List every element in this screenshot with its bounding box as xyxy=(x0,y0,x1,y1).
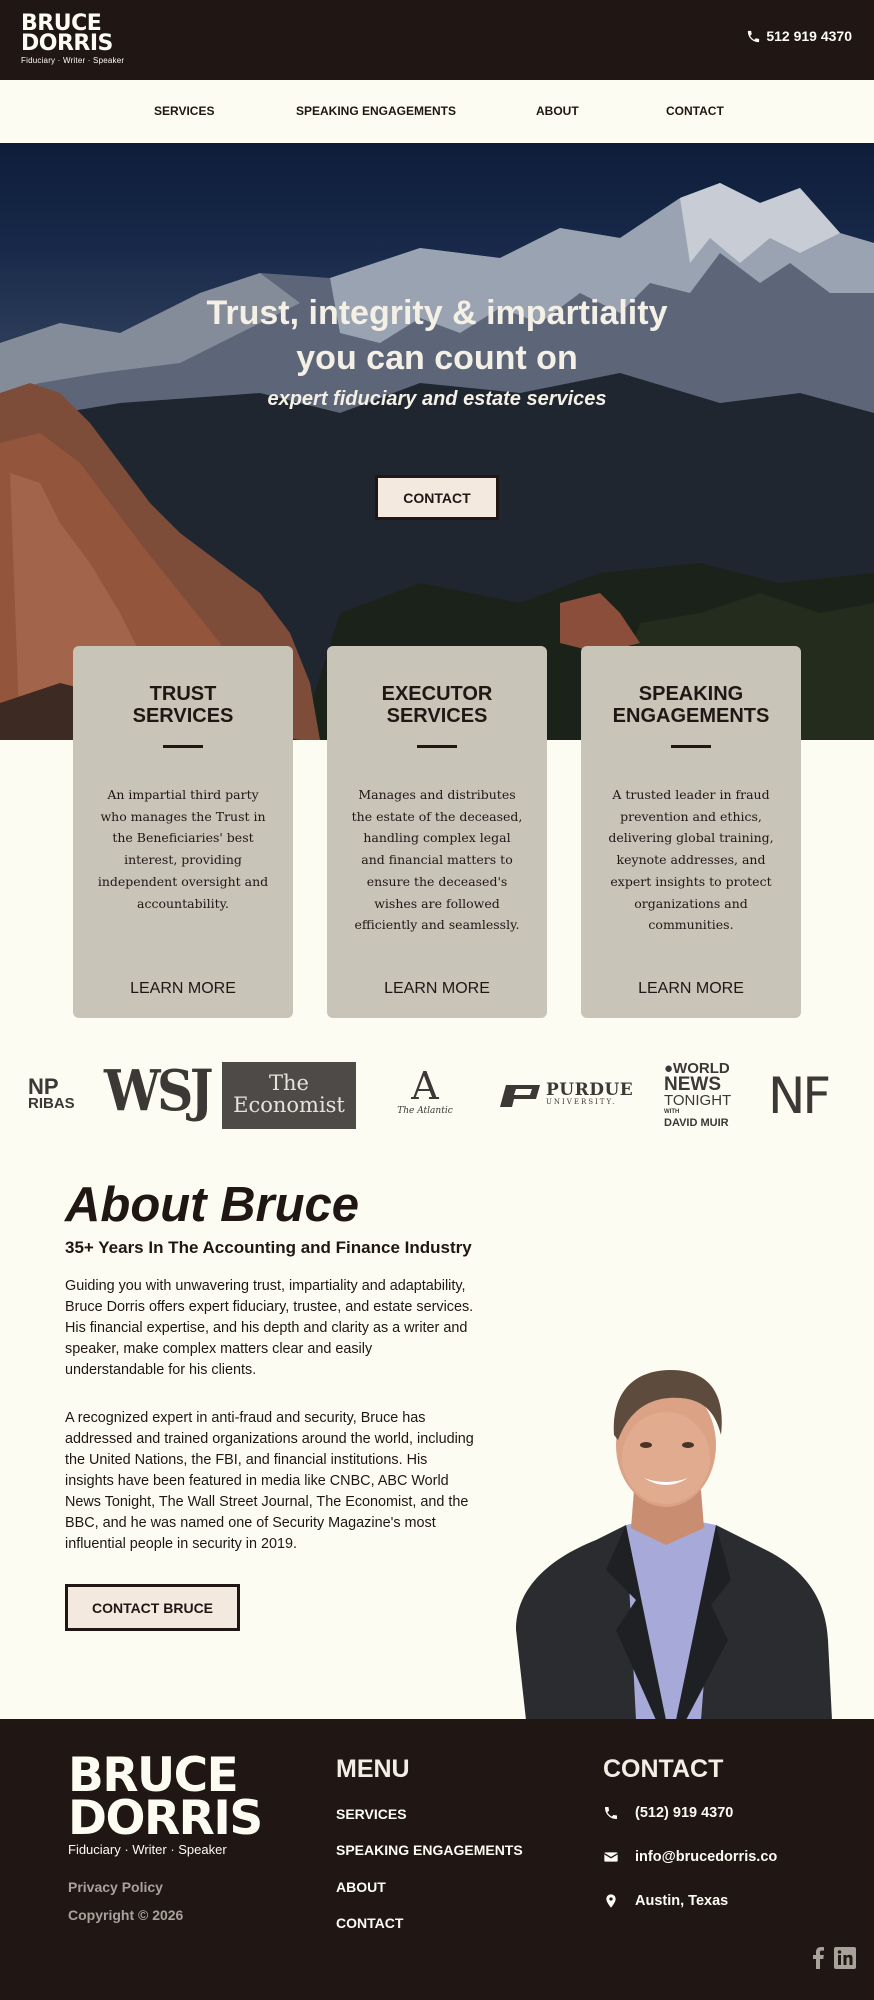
abc-line-4: WITH xyxy=(664,1109,680,1115)
logo-line-2: DORRIS xyxy=(21,31,113,56)
nav-item-speaking-engagements[interactable]: SPEAKING ENGAGEMENTS xyxy=(296,104,457,118)
learn-more-link[interactable]: LEARN MORE xyxy=(384,980,490,997)
about-paragraph-1: Guiding you with unwavering trust, impartiality and adaptability, Bruce Dorris offers expert fiduciary, trustee, and estate services. His financial expertise, and his depth and clarity as a writer and speaker, make complex matters clear and easily understandable for his clients. xyxy=(65,1278,474,1378)
logo-tagline: Fiduciary · Writer · Speaker xyxy=(21,56,125,65)
logo-line-1: BRUCE xyxy=(21,11,102,36)
main-nav xyxy=(0,80,874,143)
site-logo[interactable] xyxy=(21,11,125,65)
hero-title-line-2: you can count on xyxy=(296,339,578,377)
header-phone-link[interactable] xyxy=(746,28,852,44)
learn-more-link[interactable]: LEARN MORE xyxy=(638,980,744,997)
npr-logo-text: NP xyxy=(28,1074,59,1099)
abc-line-5: DAVID MUIR xyxy=(664,1117,729,1129)
purdue-logo xyxy=(500,1080,634,1108)
service-card-title xyxy=(327,683,547,727)
service-title-line-1: TRUST xyxy=(149,683,217,705)
nav-item-about[interactable]: ABOUT xyxy=(536,104,579,118)
abc-line-3: TONIGHT xyxy=(664,1092,732,1109)
footer-email-link[interactable] xyxy=(603,1849,777,1865)
abc-world-news-logo xyxy=(664,1062,731,1130)
footer-menu-about[interactable]: ABOUT xyxy=(336,1879,386,1895)
service-card-title xyxy=(73,683,293,727)
footer-menu-services[interactable]: SERVICES xyxy=(336,1806,407,1822)
about-heading: About Bruce xyxy=(65,1178,359,1232)
footer-phone-text: (512) 919 4370 xyxy=(635,1805,734,1821)
footer-logo-line-1: BRUCE xyxy=(68,1748,238,1803)
service-title-line-1: EXECUTOR xyxy=(381,683,493,705)
phone-icon xyxy=(603,1805,619,1821)
purdue-p-icon xyxy=(500,1085,542,1107)
service-card-text: Manages and distributes the estate of the deceased, handling complex legal and financial matters to ensure the deceased's wishes are followed efficiently and seamlessly. xyxy=(351,787,523,933)
linkedin-icon[interactable] xyxy=(834,1947,856,1969)
service-card-text: An impartial third party who manages the Trust in the Beneficiaries' best interest, providing independent oversight and accountability. xyxy=(97,787,269,911)
contact-bruce-button[interactable]: CONTACT BRUCE xyxy=(65,1584,240,1631)
wsj-logo: WSJ xyxy=(104,1058,211,1124)
footer-logo[interactable] xyxy=(68,1748,262,1857)
npr-logo xyxy=(28,1074,75,1112)
about-subheading: 35+ Years In The Accounting and Finance Industry xyxy=(65,1238,472,1257)
bruce-portrait-image xyxy=(516,1340,832,1720)
service-title-line-2: SERVICES xyxy=(386,705,488,727)
economist-logo xyxy=(222,1062,356,1129)
learn-more-link[interactable]: LEARN MORE xyxy=(130,980,236,997)
phone-icon xyxy=(746,29,761,44)
atlantic-name: The Atlantic xyxy=(397,1106,453,1116)
facebook-icon[interactable] xyxy=(811,1947,825,1969)
nf-logo: NF xyxy=(768,1067,829,1125)
hero-title-line-1: Trust, integrity & impartiality xyxy=(206,294,668,332)
site-footer xyxy=(0,1719,874,2000)
service-card-text: A trusted leader in fraud prevention and ethics, delivering global training, keynote addresses, and expert insights to protect organizations and communities. xyxy=(608,787,774,933)
divider xyxy=(417,745,457,748)
service-card-executor xyxy=(327,646,547,1018)
nav-item-services[interactable]: SERVICES xyxy=(154,104,215,118)
map-pin-icon xyxy=(603,1893,619,1909)
footer-logo-tagline: Fiduciary · Writer · Speaker xyxy=(68,1842,227,1857)
npr-logo-subtext: RIBAS xyxy=(28,1095,75,1112)
purdue-name: PURDUE xyxy=(546,1080,634,1100)
hero-contact-button[interactable]: CONTACT xyxy=(375,475,499,520)
nav-item-contact[interactable]: CONTACT xyxy=(666,104,724,118)
service-card-title xyxy=(581,683,801,727)
service-card-speaking xyxy=(581,646,801,1018)
service-title-line-2: SERVICES xyxy=(132,705,234,727)
footer-location xyxy=(603,1893,728,1909)
media-logo-strip xyxy=(0,1058,874,1133)
footer-menu-heading: MENU xyxy=(336,1755,410,1783)
envelope-icon xyxy=(603,1849,619,1865)
divider xyxy=(671,745,711,748)
economist-logo-line-1: The xyxy=(269,1071,309,1095)
top-bar xyxy=(0,0,874,80)
footer-email-text: info@brucedorris.co xyxy=(635,1849,778,1865)
about-paragraph-2: A recognized expert in anti-fraud and security, Bruce has addressed and trained organizations around the world, including the United Nations, the FBI, and financial institutions. His insights have been featured in media like CNBC, ABC World News Tonight, The Wall Street Journal, The Economist, and the BBC, and he was named one of Security Magazine's most influential people in security in 2019. xyxy=(65,1410,474,1552)
abc-line-2: NEWS xyxy=(664,1074,721,1095)
abc-line-1: ●WORLD xyxy=(664,1060,730,1077)
privacy-policy-link[interactable]: Privacy Policy xyxy=(68,1879,163,1895)
copyright-text: Copyright © 2026 xyxy=(68,1907,184,1923)
footer-logo-line-2: DORRIS xyxy=(68,1791,262,1846)
footer-menu-contact[interactable]: CONTACT xyxy=(336,1915,404,1931)
divider xyxy=(163,745,203,748)
footer-contact-heading: CONTACT xyxy=(603,1755,724,1783)
service-card-trust xyxy=(73,646,293,1018)
footer-menu-speaking-engagements[interactable]: SPEAKING ENGAGEMENTS xyxy=(336,1842,523,1858)
service-title-line-1: SPEAKING xyxy=(638,683,744,705)
atlantic-mark: A xyxy=(411,1064,439,1108)
the-atlantic-logo xyxy=(390,1066,460,1116)
footer-phone-link[interactable] xyxy=(603,1805,733,1821)
footer-location-text: Austin, Texas xyxy=(635,1893,729,1909)
service-title-line-2: ENGAGEMENTS xyxy=(612,705,770,727)
hero-subtitle: expert fiduciary and estate services xyxy=(267,388,607,410)
economist-logo-line-2: Economist xyxy=(233,1093,345,1117)
hero-title xyxy=(0,291,874,381)
header-phone-text: 512 919 4370 xyxy=(766,28,852,44)
purdue-university: UNIVERSITY. xyxy=(546,1098,617,1106)
